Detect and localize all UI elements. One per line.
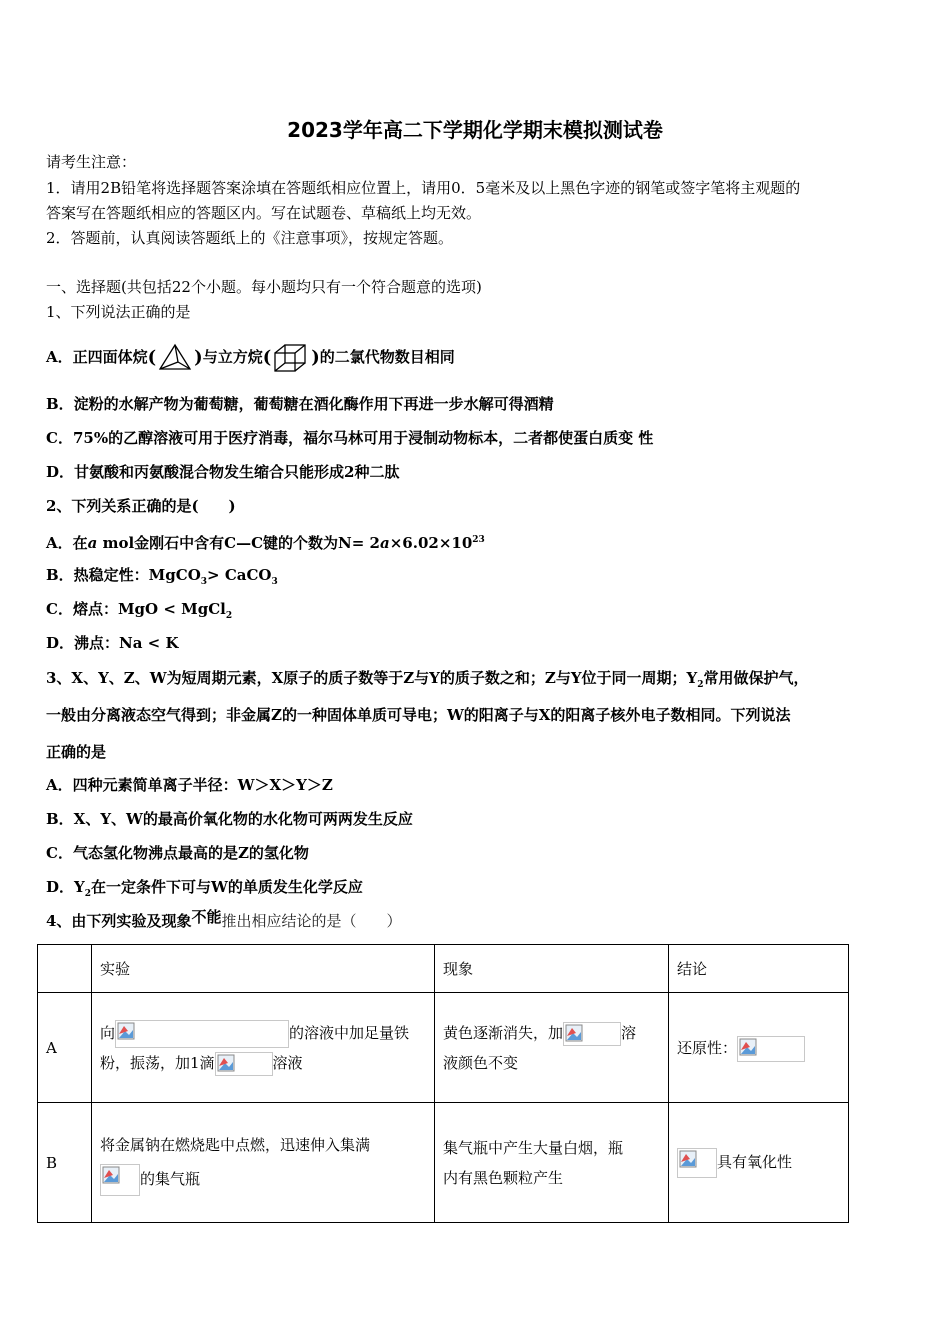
subscript: 2 bbox=[84, 889, 91, 899]
q1-option-c: C．75%的乙醇溶液可用于医疗消毒，福尔马林可用于浸制动物标本，二者都使蛋白质变 性 bbox=[46, 429, 654, 447]
conclusion-cell bbox=[669, 993, 849, 1103]
phenomenon-cell bbox=[435, 1103, 669, 1223]
cell-line bbox=[100, 1164, 426, 1196]
q3-line1-suffix: 常用做保护气， bbox=[703, 669, 809, 687]
notice-item-1b: 答案写在答题纸相应的答题区内。写在试题卷、草稿纸上均无效。 bbox=[46, 204, 482, 222]
q1-a-suffix: 的二氯代物数目相同 bbox=[319, 348, 455, 366]
q2-option-d: D．沸点：Na < K bbox=[46, 634, 179, 652]
phenomenon-cell bbox=[435, 993, 669, 1103]
cell-line: 集气瓶中产生大量白烟，瓶 bbox=[443, 1138, 624, 1157]
subscript: 2 bbox=[697, 680, 704, 690]
table-header-row bbox=[38, 945, 849, 993]
cubane-structure-icon bbox=[271, 342, 311, 374]
q4-stem-suffix: 推出相应结论的是（ ） bbox=[221, 912, 402, 930]
cell-text: 溶液 bbox=[272, 1053, 303, 1072]
notice-item-2: 2．答题前，认真阅读答题纸上的《注意事项》，按规定答题。 bbox=[46, 229, 454, 247]
table-header-cell: 实验 bbox=[92, 945, 435, 993]
q3-d-prefix: D．Y bbox=[46, 878, 85, 896]
q3-line1-prefix: 3、X、Y、Z、W为短周期元素，X原子的质子数等于Z与Y的质子数之和；Z与Y位于同一周期；Y bbox=[46, 669, 698, 687]
broken-image-icon bbox=[115, 1020, 289, 1048]
row-label: A bbox=[38, 993, 92, 1103]
q2-c-prefix: C．熔点：MgO < MgCl bbox=[46, 600, 226, 618]
table-header-cell: 结论 bbox=[669, 945, 849, 993]
q2-a-prefix: A．在 bbox=[46, 534, 88, 552]
q2-a-var: a bbox=[380, 534, 390, 552]
page-title: 2023学年高二下学期化学期末模拟测试卷 bbox=[287, 118, 663, 142]
cell-text: 的集气瓶 bbox=[140, 1169, 201, 1188]
q2-a-suffix: ×6.02×10 bbox=[389, 534, 473, 552]
q4-stem bbox=[46, 908, 402, 931]
subscript: 2 bbox=[225, 611, 233, 621]
cell-text: 具有氧化性 bbox=[717, 1153, 793, 1171]
experiment-cell bbox=[92, 1103, 435, 1223]
paren-open: ( bbox=[147, 347, 157, 368]
table-header-cell: 现象 bbox=[435, 945, 669, 993]
q3-option-b: B．X、Y、W的最高价氧化物的水化物可两两发生反应 bbox=[46, 810, 413, 828]
cell-line bbox=[100, 1018, 426, 1048]
q2-a-var: a bbox=[87, 534, 98, 552]
q1-option-a bbox=[46, 340, 455, 375]
cell-text: 溶 bbox=[621, 1023, 637, 1042]
q2-option-c bbox=[46, 599, 232, 626]
broken-image-icon bbox=[677, 1148, 717, 1178]
cell-line bbox=[100, 1048, 426, 1078]
table-row bbox=[38, 993, 849, 1103]
cell-text: 的溶液中加足量铁 bbox=[289, 1023, 410, 1042]
experiment-cell bbox=[92, 993, 435, 1103]
subscript: 3 bbox=[200, 577, 208, 587]
q1-stem: 1、下列说法正确的是 bbox=[46, 303, 191, 321]
cell-line: 液颜色不变 bbox=[443, 1053, 519, 1072]
notice-heading: 请考生注意： bbox=[46, 153, 137, 171]
cell-text: 还原性： bbox=[677, 1038, 738, 1057]
q3-stem-line1 bbox=[46, 668, 809, 695]
section-heading: 一、选择题(共包括22个小题。每小题均只有一个符合题意的选项) bbox=[46, 278, 482, 296]
table-row bbox=[38, 1103, 849, 1223]
broken-image-icon bbox=[100, 1164, 140, 1196]
tetrahedrane-structure-icon bbox=[156, 342, 194, 374]
q3-d-suffix: 在一定条件下可与W的单质发生化学反应 bbox=[90, 878, 363, 896]
q2-stem: 2、下列关系正确的是( ) bbox=[46, 497, 236, 515]
cell-line: 将金属钠在燃烧匙中点燃，迅速伸入集满 bbox=[100, 1135, 371, 1154]
q3-option-c: C．气态氢化物沸点最高的是Z的氢化物 bbox=[46, 844, 309, 862]
q3-option-d bbox=[46, 877, 363, 904]
notice-item-1a: 1．请用2B铅笔将选择题答案涂填在答题纸相应位置上，请用0．5毫米及以上黑色字迹的钢笔或签字笔将主观题的 bbox=[46, 179, 801, 197]
paren-open: ( bbox=[262, 347, 272, 368]
q2-a-exponent: 23 bbox=[472, 535, 485, 545]
row-label: B bbox=[38, 1103, 92, 1223]
subscript: 3 bbox=[271, 577, 278, 587]
broken-image-icon bbox=[215, 1052, 273, 1076]
q2-b-prefix: B．热稳定性：MgCO bbox=[46, 566, 201, 584]
q2-option-b bbox=[46, 565, 278, 592]
broken-image-icon bbox=[737, 1036, 805, 1062]
experiment-table bbox=[37, 944, 849, 1223]
q3-option-a: A．四种元素简单离子半径：W＞X＞Y＞Z bbox=[46, 776, 333, 794]
q1-a-middle: 与立方烷 bbox=[202, 348, 263, 366]
q3-stem-line2: 一般由分离液态空气得到；非金属Z的一种固体单质可导电；W的阳离子与X的阳离子核外电子数相同。下列说法 bbox=[46, 706, 791, 724]
cell-text: 粉，振荡，加1滴 bbox=[100, 1053, 215, 1072]
q4-stem-emphasis: 不能 bbox=[191, 908, 222, 926]
q4-stem-prefix: 4、由下列实验及现象 bbox=[46, 912, 192, 930]
q2-b-middle: > CaCO bbox=[207, 566, 272, 584]
conclusion-cell bbox=[669, 1103, 849, 1223]
q2-option-a bbox=[46, 530, 485, 553]
paren-close: ) bbox=[194, 347, 203, 368]
q2-a-middle: mol金刚石中含有C—C键的个数为N= 2 bbox=[97, 534, 380, 552]
q1-option-d: D．甘氨酸和丙氨酸混合物发生缩合只能形成2种二肽 bbox=[46, 463, 400, 481]
q3-stem-line3: 正确的是 bbox=[46, 743, 107, 761]
cell-text: 向 bbox=[100, 1023, 116, 1042]
paren-close: ) bbox=[311, 347, 320, 368]
table-header-cell bbox=[38, 945, 92, 993]
cell-text: 黄色逐渐消失，加 bbox=[443, 1023, 564, 1042]
cell-line bbox=[443, 1018, 660, 1048]
broken-image-icon bbox=[563, 1022, 621, 1046]
q1-a-prefix: A．正四面体烷 bbox=[46, 348, 148, 366]
cell-line: 内有黑色颗粒产生 bbox=[443, 1168, 564, 1187]
q1-option-b: B．淀粉的水解产物为葡萄糖，葡萄糖在酒化酶作用下再进一步水解可得酒精 bbox=[46, 395, 554, 413]
